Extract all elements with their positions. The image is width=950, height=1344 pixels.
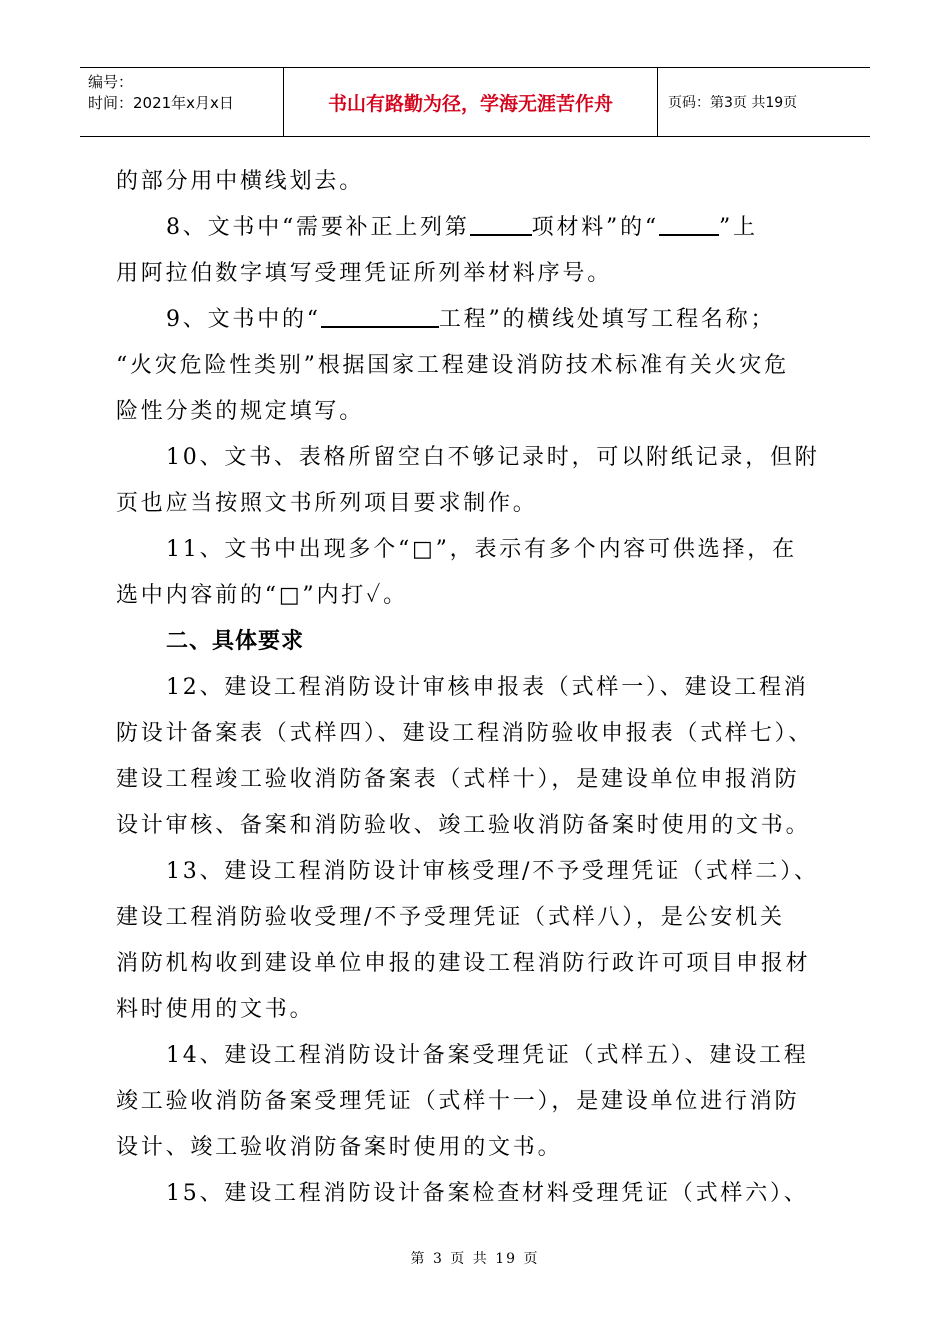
text-line: 14、建设工程消防设计备案受理凭证（式样五）、建设工程 (166, 1043, 809, 1068)
text-line: 料时使用的文书。 (116, 997, 315, 1022)
text-line: 设计、竣工验收消防备案时使用的文书。 (116, 1135, 563, 1160)
header-motto: 书山有路勤为径，学海无涯苦作舟 (284, 68, 658, 136)
section-heading: 二、具体要求 (166, 629, 305, 654)
header-page-info: 页码：第3页 共19页 (668, 95, 798, 111)
fill-blank (659, 214, 719, 236)
text-line (116, 297, 838, 343)
date-label: 时间：2021年x月x日 (88, 94, 234, 112)
text-line: 消防机构收到建设单位申报的建设工程消防行政许可项目申报材 (116, 951, 811, 976)
text-line: 15、建设工程消防设计备案检查材料受理凭证（式样六）、 (166, 1181, 809, 1206)
fill-blank (321, 306, 439, 328)
text-line: 建设工程竣工验收消防备案表（式样十），是建设单位申报消防 (116, 767, 800, 792)
text-line: 10、文书、表格所留空白不够记录时，可以附纸记录，但附 (166, 445, 820, 470)
document-body (116, 159, 838, 1217)
text-segment: 8、文书中“需要补正上列第 (166, 215, 470, 240)
text-line: 13、建设工程消防设计审核受理/不予受理凭证（式样二）、 (166, 859, 819, 884)
text-line: 的部分用中横线划去。 (116, 169, 365, 194)
page-footer: 第 3 页 共 19 页 (410, 1251, 540, 1267)
text-line: 防设计备案表（式样四）、建设工程消防验收申报表（式样七）、 (116, 721, 814, 746)
fill-blank (470, 214, 532, 236)
text-line: 用阿拉伯数字填写受理凭证所列举材料序号。 (116, 261, 613, 286)
text-segment: ”上 (718, 215, 758, 240)
text-line: 竣工验收消防备案受理凭证（式样十一），是建设单位进行消防 (116, 1089, 800, 1114)
text-line: 选中内容前的“□”内打✓。 (116, 583, 408, 608)
text-line: “火灾危险性类别”根据国家工程建设消防技术标准有关火灾危 (116, 353, 789, 378)
text-line: 设计审核、备案和消防验收、竣工验收消防备案时使用的文书。 (116, 813, 811, 838)
text-line: 险性分类的规定填写。 (116, 399, 365, 424)
page-header (80, 67, 870, 137)
text-line: 页也应当按照文书所列项目要求制作。 (116, 491, 538, 516)
text-segment: 项材料”的“ (531, 215, 659, 240)
text-line: 12、建设工程消防设计审核申报表（式样一）、建设工程消 (166, 675, 809, 700)
text-segment: 9、文书中的“ (166, 307, 321, 332)
text-segment: 工程”的横线处填写工程名称； (438, 307, 776, 332)
number-label: 编号： (88, 73, 134, 91)
header-meta (80, 68, 284, 136)
text-line (116, 205, 838, 251)
text-line: 11、文书中出现多个“□”，表示有多个内容可供选择，在 (166, 537, 797, 562)
text-line: 建设工程消防验收受理/不予受理凭证（式样八），是公安机关 (116, 905, 785, 930)
